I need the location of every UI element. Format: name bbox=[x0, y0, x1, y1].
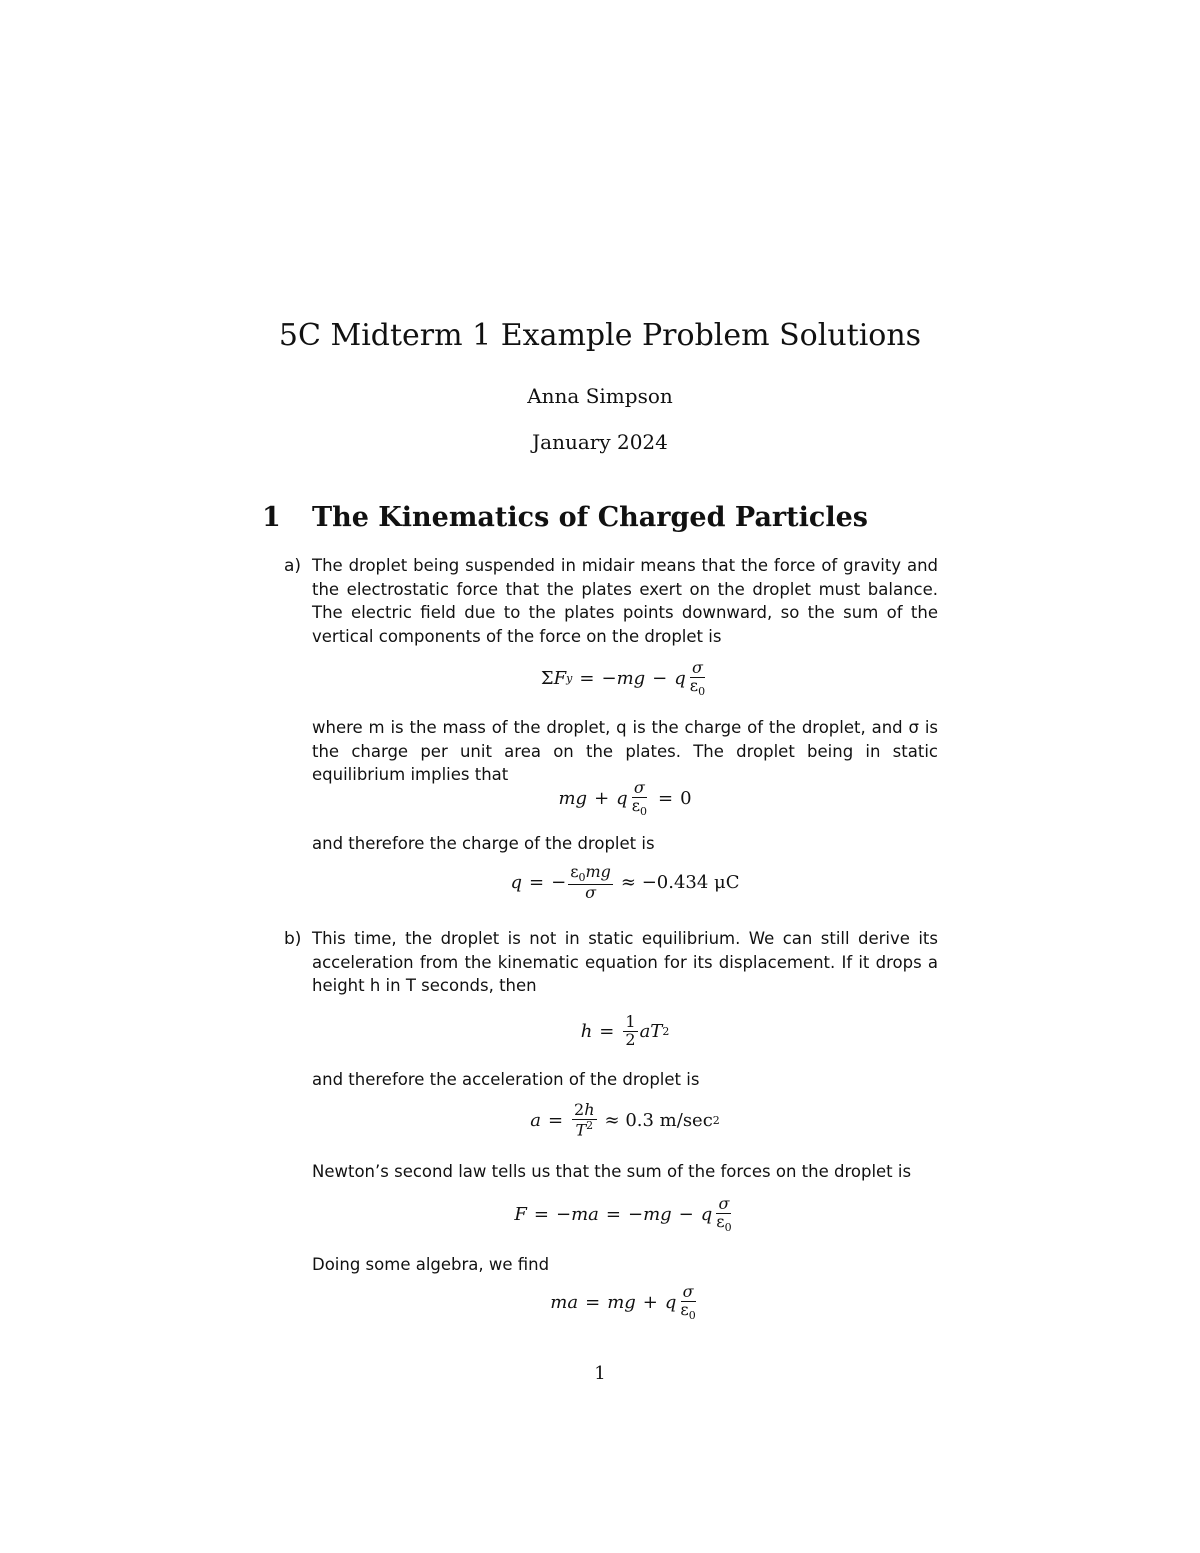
equation-charge: q = − $\frac{\varepsilon_0mg}{\sigma}$ ≈ −0.434 μC bbox=[510, 862, 740, 902]
part-b-label: b) bbox=[284, 929, 302, 949]
part-a-paragraph-1: The droplet being suspended in midair means that the force of gravity and the electrostatic force that the plates exert on the droplet must balance. The electric field due to the plates points downward, so the sum of the vertical components of the force on the droplet is bbox=[312, 556, 938, 646]
charge-result: ≈ −0.434 μC bbox=[620, 872, 740, 894]
equation-displacement: h = $\frac{1}{2}$ aT 2 bbox=[580, 1012, 670, 1049]
part-a-label: a) bbox=[284, 556, 302, 576]
document-title: 5C Midterm 1 Example Problem Solutions bbox=[278, 318, 922, 353]
equation-equilibrium: mg + q $\frac{\sigma}{\varepsilon_0}$ = 0 bbox=[558, 778, 692, 818]
equation-acceleration: a = $\frac{2h}{T^2}$ ≈ 0.3 m/sec 2 bbox=[530, 1100, 720, 1140]
equation-algebra: ma = mg + q $\frac{\sigma}{\varepsilon_0}$ bbox=[550, 1282, 696, 1322]
equation-force-sum: Σ F y = − mg − q $\frac{\sigma}{\varepsilon_0}$ bbox=[540, 658, 706, 698]
part-b-paragraph-2: and therefore the acceleration of the droplet is bbox=[312, 1070, 700, 1089]
document-author: Anna Simpson bbox=[527, 384, 673, 408]
part-b-paragraph-4: Doing some algebra, we find bbox=[312, 1255, 550, 1274]
section-heading bbox=[262, 502, 868, 533]
part-a-paragraph-3: and therefore the charge of the droplet is bbox=[312, 834, 655, 853]
equation-newton: F = − ma = − mg − q $\frac{\sigma}{\varepsilon_0}$ bbox=[514, 1194, 732, 1234]
part-b-paragraph-3: Newton’s second law tells us that the sum of the forces on the droplet is bbox=[312, 1162, 912, 1181]
document-date: January 2024 bbox=[532, 430, 668, 454]
part-a-paragraph-2: where m is the mass of the droplet, q is the charge of the droplet, and σ is the charge per unit area on the plates. The droplet being in static equilibrium implies that bbox=[312, 718, 938, 784]
page-number: 1 bbox=[594, 1363, 606, 1384]
part-b-paragraph-1: This time, the droplet is not in static equilibrium. We can still derive its acceleration from the kinematic equation for its displacement. If it drops a height h in T seconds, then bbox=[312, 929, 938, 995]
section-title: The Kinematics of Charged Particles bbox=[312, 502, 868, 533]
acceleration-result: ≈ 0.3 m/sec bbox=[604, 1109, 713, 1131]
section-number: 1 bbox=[262, 502, 281, 533]
